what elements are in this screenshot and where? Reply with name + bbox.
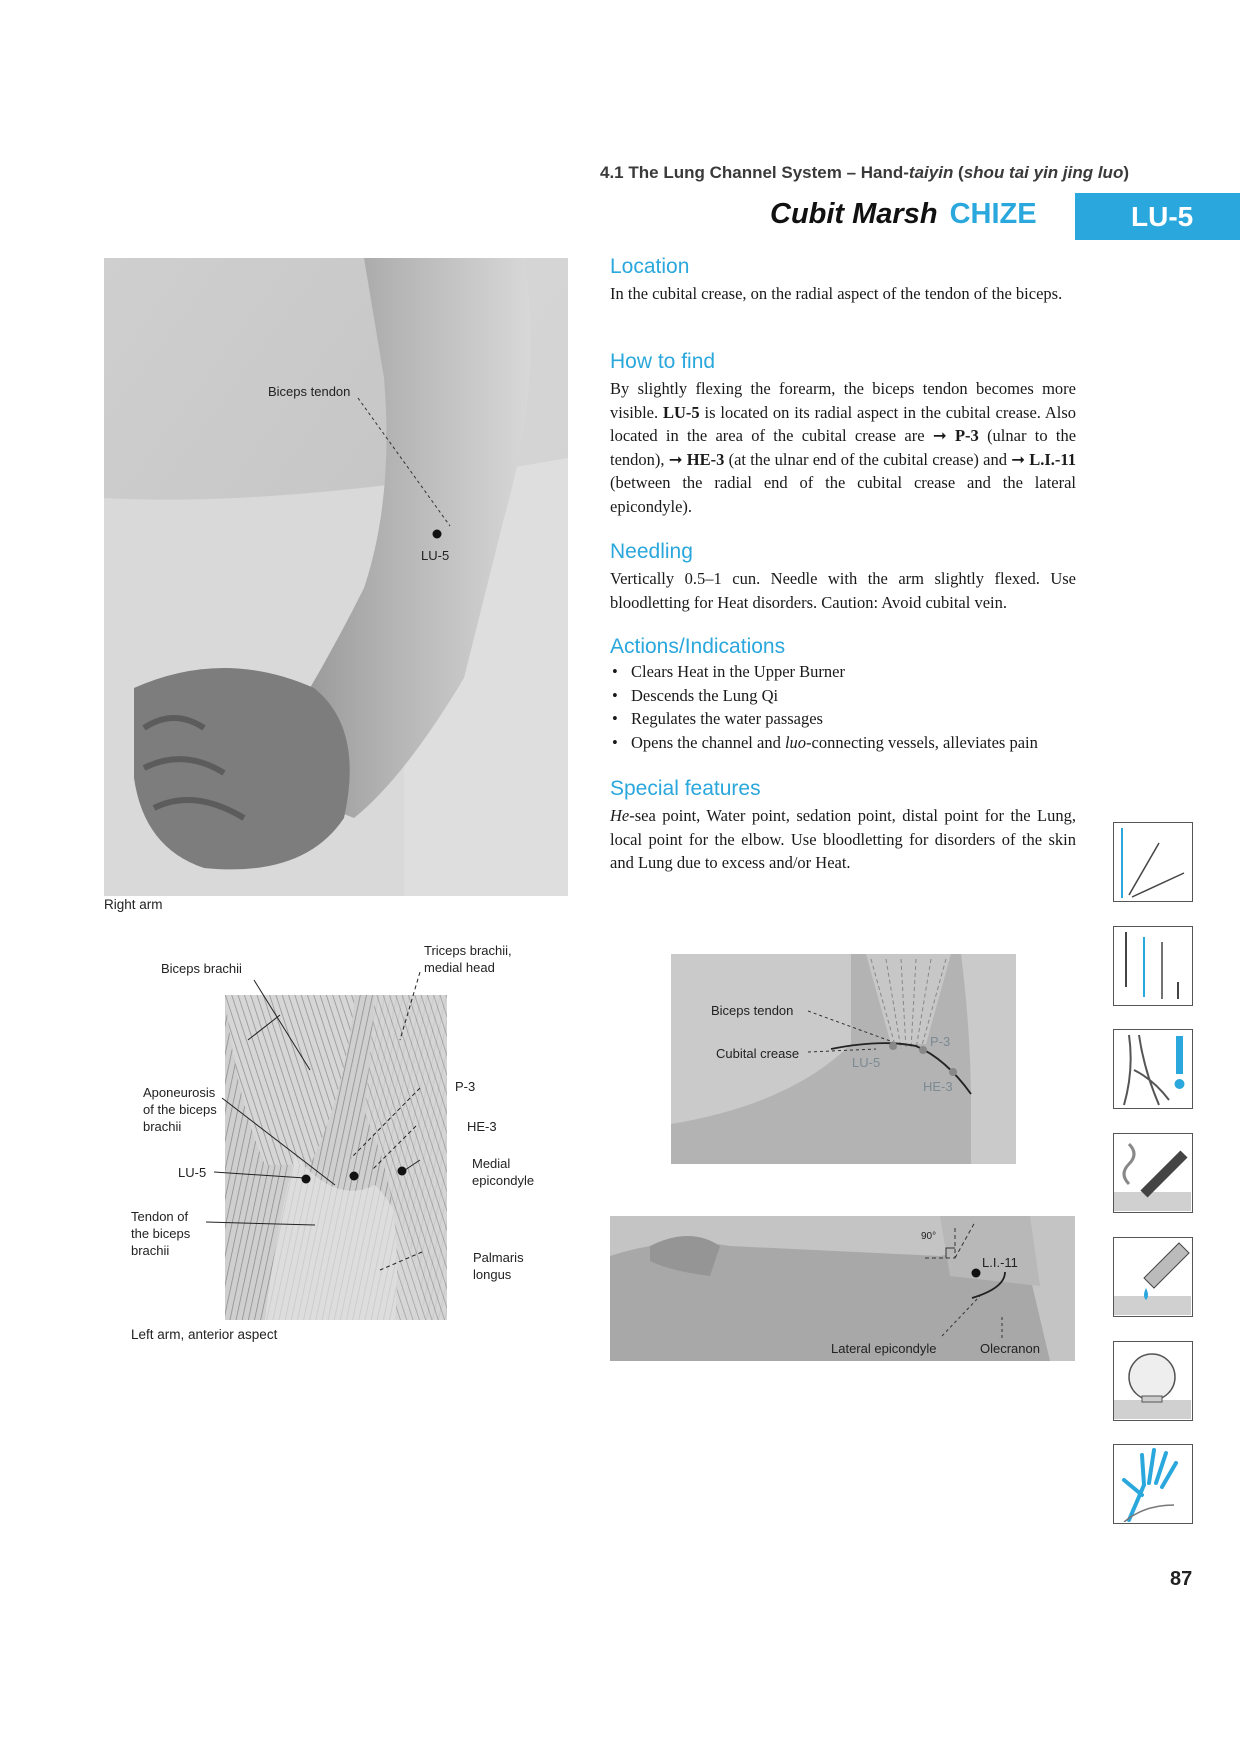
label-aponeurosis-line: of the biceps: [143, 1102, 217, 1117]
label-lateral-epicondyle: Lateral epicondyle: [831, 1341, 937, 1356]
label-triceps-line: Triceps brachii,: [424, 943, 512, 958]
label-lu5-anatomy: LU-5: [178, 1165, 207, 1180]
section-title-prefix: The Lung Channel System – Hand-: [628, 163, 909, 182]
action-item: • Regulates the water passages: [610, 707, 1076, 731]
special-features-text: [610, 804, 1076, 875]
actions-section: [610, 635, 1076, 754]
label-lu5-2: LU-5: [852, 1055, 881, 1070]
action-item: • Descends the Lung Qi: [610, 684, 1076, 708]
special-italic: He: [610, 806, 630, 825]
label-biceps-tendon: Biceps tendon: [268, 384, 351, 399]
label-biceps-brachii: Biceps brachii: [161, 961, 242, 976]
actions-title: Actions/Indications: [610, 635, 786, 658]
hand-skeleton-icon: [1113, 1444, 1193, 1524]
point-english-name: Cubit Marsh: [770, 198, 938, 230]
label-he3: HE-3: [467, 1119, 497, 1134]
caption-right-arm: Right arm: [104, 897, 163, 912]
flexed-arm-illustration: [610, 1216, 1075, 1361]
location-text: In the cubital crease, on the radial aspect of the tendon of the biceps.: [610, 284, 1063, 303]
section-title-pinyin: shou tai yin jing luo: [963, 163, 1124, 182]
label-tendon-line: Tendon of: [131, 1209, 189, 1224]
label-p3: P-3: [455, 1079, 476, 1094]
p3-marker: [350, 1172, 359, 1181]
action-item-part: Opens the channel and: [631, 732, 785, 752]
cupping-icon: [1113, 1341, 1193, 1421]
lu5-point-marker: [433, 530, 442, 539]
needling-title: Needling: [610, 540, 693, 563]
how-to-find-part: (between the radial end of the cubital crease and the lateral epicondyle).: [610, 473, 1076, 516]
lu5-marker: [302, 1175, 311, 1184]
label-palmaris-line: Palmaris: [473, 1250, 524, 1265]
section-title-close: ): [1123, 163, 1129, 182]
section-title-taiyin: taiyin: [908, 163, 954, 182]
how-to-find-title: How to find: [610, 350, 716, 373]
label-li11: L.I.-11: [982, 1255, 1018, 1270]
label-tendon-line: the biceps: [131, 1226, 191, 1241]
how-to-find-part: (ulnar to the tendon),: [610, 426, 1077, 469]
vessels-caution-icon: [1113, 1029, 1193, 1109]
how-to-find-part: By slightly flexing the forearm, the biceps tendon becomes more visible.: [610, 379, 1076, 422]
point-code: LU-5: [1131, 201, 1194, 232]
action-item-italic: luo: [784, 732, 807, 752]
bloodletting-icon: [1113, 1237, 1193, 1317]
needles-icon: [1113, 822, 1193, 902]
label-p3-2: P-3: [930, 1034, 951, 1049]
label-cubital-crease: Cubital crease: [716, 1046, 800, 1061]
location-title: Location: [610, 255, 690, 278]
label-palmaris-line: longus: [473, 1267, 512, 1282]
special-text: -sea point, Water point, sedation point, distal point for the Lung, local point for the elbow. Use bloodletting for disorders of the skin and Lung due to excess and/or Heat.: [610, 806, 1076, 872]
caption-left-arm: Left arm, anterior aspect: [131, 1327, 278, 1342]
li11-marker: [972, 1269, 981, 1278]
special-features-section: [610, 777, 1076, 875]
action-item: [610, 731, 1076, 755]
moxibustion-icon: [1113, 1133, 1193, 1213]
label-medial-line: Medial: [472, 1156, 511, 1171]
section-title-open: (: [953, 163, 964, 182]
point-ref-li11: L.I.-11: [1029, 449, 1076, 469]
how-to-find-section: [610, 350, 1076, 518]
point-ref-lu5: LU-5: [662, 402, 700, 422]
p3-marker-photo2: [919, 1046, 927, 1054]
page-number: 87: [1170, 1568, 1193, 1590]
arrow-icon: ➞: [932, 426, 947, 445]
running-head: [600, 163, 1129, 183]
point-ref-p3: P-3: [954, 426, 979, 445]
location-section: [610, 255, 1076, 306]
label-medial-line: epicondyle: [472, 1173, 535, 1188]
label-aponeurosis-line: brachii: [143, 1119, 182, 1134]
label-biceps-tendon-2: Biceps tendon: [711, 1003, 794, 1018]
arrow-icon: ➞: [668, 449, 683, 469]
special-features-title: Special features: [610, 777, 761, 800]
how-to-find-text: [610, 377, 1076, 518]
label-aponeurosis-line: Aponeurosis: [143, 1085, 216, 1100]
point-pinyin-name: CHIZE: [949, 198, 1037, 230]
how-to-find-part: is located on its radial aspect in the cubital crease. Also located in the area of the cubital crease are: [610, 402, 1077, 445]
section-number: 4.1: [600, 163, 624, 182]
photo1-annotations: [104, 258, 568, 896]
photo-flexed-arm: [610, 1216, 1075, 1361]
actions-list: [610, 660, 1076, 754]
how-to-find-part: (at the ulnar end of the cubital crease) and: [724, 449, 1012, 469]
label-lu5: LU-5: [421, 548, 450, 563]
needling-text: Vertically 0.5–1 cun. Needle with the arm slightly flexed. Use bloodletting for Heat disorders. Caution: Avoid cubital vein.: [610, 569, 1076, 612]
point-ref-he3: HE-3: [686, 449, 725, 469]
needle-types-icon: [1113, 926, 1193, 1006]
arrow-icon: ➞: [1011, 449, 1026, 469]
point-code-badge: [1075, 193, 1240, 240]
label-tendon-line: brachii: [131, 1243, 170, 1258]
label-he3-2: HE-3: [923, 1079, 953, 1094]
needling-section: [610, 540, 1076, 614]
lu5-marker-photo2: [889, 1042, 897, 1050]
label-angle: 90°: [921, 1231, 937, 1242]
he3-marker: [398, 1167, 407, 1176]
action-item: • Clears Heat in the Upper Burner: [610, 660, 1076, 684]
label-triceps-line: medial head: [424, 960, 495, 975]
label-olecranon: Olecranon: [980, 1341, 1040, 1356]
point-title: [770, 198, 1037, 231]
he3-marker-photo2: [949, 1068, 957, 1076]
action-item-part: -connecting vessels, alleviates pain: [806, 732, 1038, 752]
